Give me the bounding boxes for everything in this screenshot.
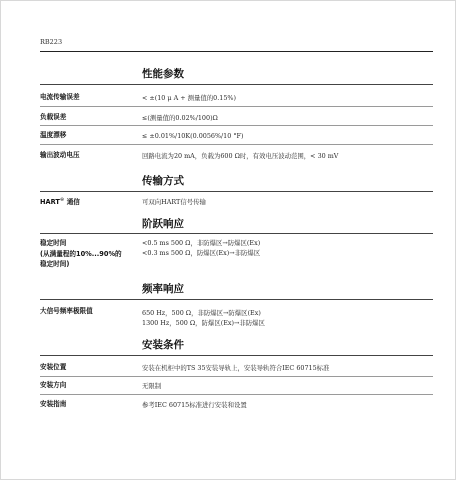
section-rule [40,355,433,356]
row-value-output-ripple: 回路电流为20 mA，负载为600 Ω时，有效电压波动范围，< 30 mV [142,152,339,160]
row-value-hart: 可双向HART信号传输 [142,198,206,206]
row-value-install-guide: 参考IEC 60715标准进行安装和设置 [142,401,247,409]
row-divider [40,394,433,395]
section-title-performance: 性能参数 [142,68,184,80]
row-label-install-position: 安装位置 [40,363,67,371]
row-value-install-direction: 无限制 [142,382,162,390]
settling-value-line-1: <0.5 ms 500 Ω，非防爆区→防爆区(Ex) [142,239,261,247]
section-title-transmission: 传输方式 [142,175,184,187]
settling-label-line-1: 稳定时间 [40,239,67,247]
row-label-install-direction: 安装方向 [40,381,67,389]
row-label-settling-time [40,238,122,270]
section-rule [40,299,433,300]
settling-value-line-2: <0.3 ms 500 Ω，防爆区(Ex)→非防爆区 [142,249,261,257]
row-label-freq-limit: 大信号频率极限值 [40,307,93,315]
freq-value-line-2: 1300 Hz，500 Ω，防爆区(Ex)→非防爆区 [142,319,265,327]
hart-registered-mark: ® [59,198,65,203]
row-value-settling-time [142,238,260,258]
row-value-freq-limit [142,308,265,328]
header-rule [40,51,433,52]
section-title-installation: 安装条件 [142,339,184,351]
section-rule [40,233,433,234]
row-value-current-error: < ±(10 μ A + 测量值的0.15%) [142,94,236,102]
row-value-load-error: ≤(测量值的0.02%/100)Ω [142,114,218,122]
section-rule [40,191,433,192]
settling-label-line-3: 稳定时间) [40,260,70,268]
row-divider [40,106,433,107]
row-value-temp-drift: ≤ ±0.01%/10K(0.0056%/10 °F) [142,132,244,140]
row-value-install-position: 安装在机柜中的TS 35安装导轨上，安装导轨符合IEC 60715标准 [142,364,330,372]
section-rule [40,84,433,85]
row-label-output-ripple: 输出波动电压 [40,151,80,159]
row-label-temp-drift: 温度漂移 [40,131,67,139]
row-label-load-error: 负载误差 [40,113,67,121]
freq-value-line-1: 650 Hz，500 Ω，非防爆区→防爆区(Ex) [142,309,261,317]
hart-label-main: HART [40,198,60,207]
section-title-step-response: 阶跃响应 [142,218,184,230]
row-divider [40,144,433,145]
settling-label-line-2: (从满量程的10%...90%的 [40,249,122,258]
hart-label-rest: 通信 [64,198,80,207]
section-title-frequency-response: 频率响应 [142,283,184,295]
row-divider [40,125,433,126]
row-label-hart [40,196,80,208]
row-label-install-guide: 安装指南 [40,400,67,408]
row-label-current-error: 电流传输误差 [40,93,80,101]
row-divider [40,376,433,377]
document-id: RB223 [40,38,63,46]
